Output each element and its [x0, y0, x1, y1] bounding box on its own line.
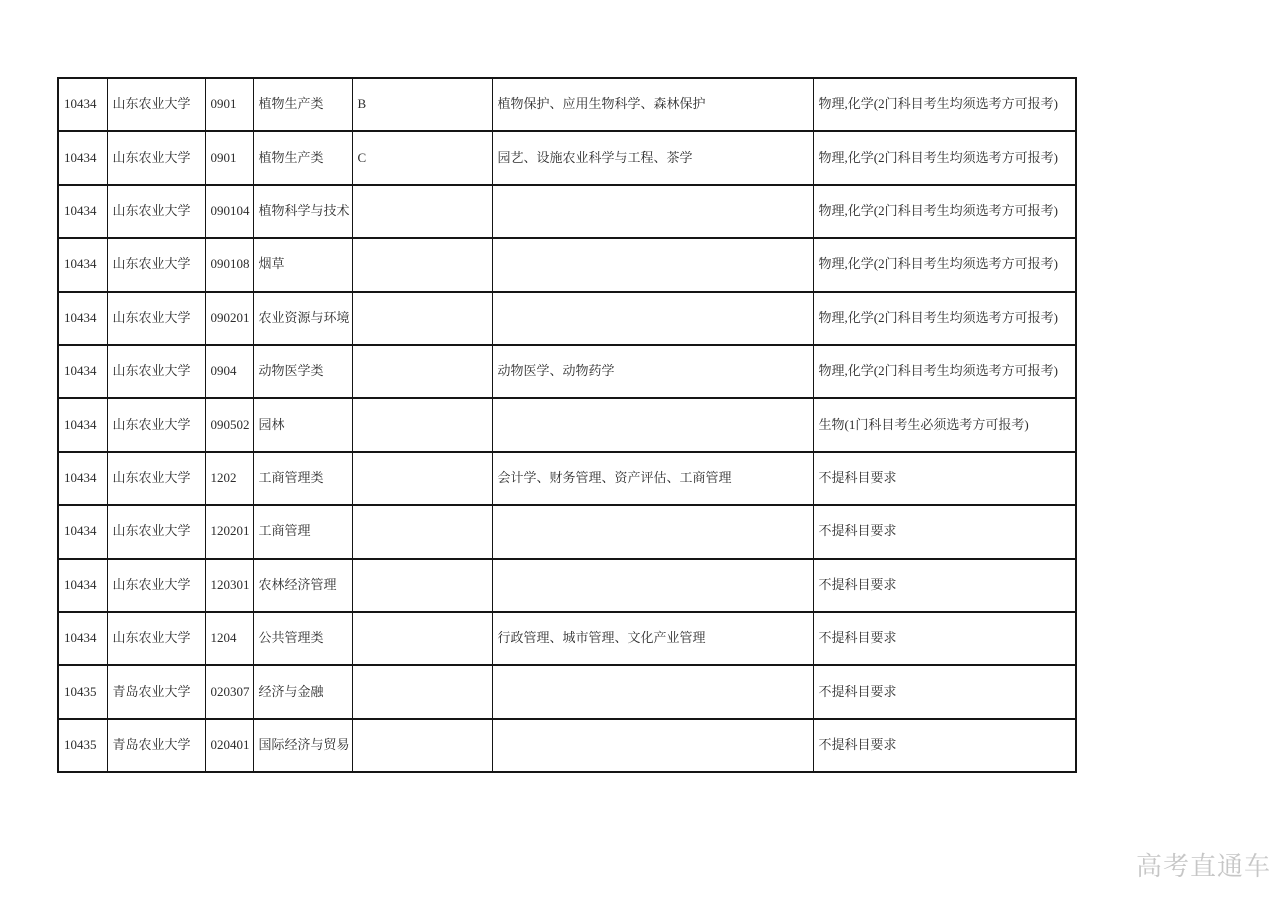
td-major-code: 020401 — [205, 719, 253, 772]
td-school-name: 山东农业大学 — [107, 505, 205, 558]
td-included-majors — [492, 505, 813, 558]
td-school-name: 山东农业大学 — [107, 238, 205, 291]
td-major-name: 农业资源与环境 — [253, 292, 352, 345]
td-major-name: 公共管理类 — [253, 612, 352, 665]
td-school-code: 10434 — [58, 78, 107, 131]
td-major-code: 120301 — [205, 559, 253, 612]
td-included-majors — [492, 719, 813, 772]
td-major-name: 园林 — [253, 398, 352, 451]
td-major-code: 090502 — [205, 398, 253, 451]
td-school-name: 山东农业大学 — [107, 612, 205, 665]
td-school-name: 青岛农业大学 — [107, 665, 205, 718]
td-admission-group — [352, 238, 492, 291]
td-major-code: 090104 — [205, 185, 253, 238]
td-major-name: 植物生产类 — [253, 78, 352, 131]
td-major-code: 0901 — [205, 78, 253, 131]
table-row — [58, 78, 1076, 131]
gaokao-zhitongche-watermark: 高考直通车 — [1136, 851, 1272, 881]
td-included-majors: 会计学、财务管理、资产评估、工商管理 — [492, 452, 813, 505]
td-subject-requirement: 不提科目要求 — [813, 505, 1076, 558]
td-major-name: 经济与金融 — [253, 665, 352, 718]
td-subject-requirement: 生物(1门科目考生必须选考方可报考) — [813, 398, 1076, 451]
td-subject-requirement: 物理,化学(2门科目考生均须选考方可报考) — [813, 292, 1076, 345]
td-major-name: 工商管理 — [253, 505, 352, 558]
td-major-name: 烟草 — [253, 238, 352, 291]
td-included-majors — [492, 185, 813, 238]
td-major-name: 植物生产类 — [253, 131, 352, 184]
td-major-name: 国际经济与贸易 — [253, 719, 352, 772]
table-row — [58, 719, 1076, 772]
td-school-name: 山东农业大学 — [107, 185, 205, 238]
td-school-name: 山东农业大学 — [107, 292, 205, 345]
td-school-code: 10434 — [58, 292, 107, 345]
td-school-code: 10434 — [58, 452, 107, 505]
table-row — [58, 398, 1076, 451]
td-major-code: 090201 — [205, 292, 253, 345]
td-admission-group — [352, 505, 492, 558]
td-major-name: 工商管理类 — [253, 452, 352, 505]
td-school-code: 10435 — [58, 719, 107, 772]
table-row — [58, 612, 1076, 665]
admission-subject-requirements-table — [57, 77, 1077, 773]
td-admission-group: B — [352, 78, 492, 131]
table-row — [58, 345, 1076, 398]
td-subject-requirement: 不提科目要求 — [813, 452, 1076, 505]
td-admission-group — [352, 665, 492, 718]
td-subject-requirement: 物理,化学(2门科目考生均须选考方可报考) — [813, 345, 1076, 398]
td-school-code: 10434 — [58, 505, 107, 558]
td-admission-group — [352, 719, 492, 772]
td-subject-requirement: 不提科目要求 — [813, 612, 1076, 665]
td-included-majors — [492, 398, 813, 451]
td-subject-requirement: 物理,化学(2门科目考生均须选考方可报考) — [813, 131, 1076, 184]
td-major-code: 1204 — [205, 612, 253, 665]
td-major-code: 120201 — [205, 505, 253, 558]
td-subject-requirement: 不提科目要求 — [813, 559, 1076, 612]
td-subject-requirement: 不提科目要求 — [813, 665, 1076, 718]
td-school-code: 10434 — [58, 345, 107, 398]
td-admission-group — [352, 559, 492, 612]
table-row — [58, 452, 1076, 505]
td-school-code: 10434 — [58, 185, 107, 238]
td-school-name: 山东农业大学 — [107, 78, 205, 131]
td-admission-group — [352, 292, 492, 345]
td-admission-group — [352, 345, 492, 398]
td-major-name: 植物科学与技术 — [253, 185, 352, 238]
td-included-majors — [492, 238, 813, 291]
td-school-code: 10434 — [58, 398, 107, 451]
td-included-majors — [492, 559, 813, 612]
td-admission-group — [352, 452, 492, 505]
td-included-majors — [492, 292, 813, 345]
table-row — [58, 131, 1076, 184]
td-school-name: 山东农业大学 — [107, 398, 205, 451]
td-subject-requirement: 物理,化学(2门科目考生均须选考方可报考) — [813, 78, 1076, 131]
td-major-code: 020307 — [205, 665, 253, 718]
td-subject-requirement: 物理,化学(2门科目考生均须选考方可报考) — [813, 185, 1076, 238]
table-row — [58, 665, 1076, 718]
td-school-name: 山东农业大学 — [107, 559, 205, 612]
td-school-name: 山东农业大学 — [107, 131, 205, 184]
td-school-code: 10434 — [58, 612, 107, 665]
td-subject-requirement: 物理,化学(2门科目考生均须选考方可报考) — [813, 238, 1076, 291]
table-row — [58, 185, 1076, 238]
table-row — [58, 238, 1076, 291]
td-major-name: 农林经济管理 — [253, 559, 352, 612]
td-included-majors — [492, 665, 813, 718]
td-admission-group — [352, 185, 492, 238]
table-row — [58, 505, 1076, 558]
td-major-name: 动物医学类 — [253, 345, 352, 398]
td-admission-group — [352, 398, 492, 451]
table-row — [58, 292, 1076, 345]
td-school-code: 10434 — [58, 238, 107, 291]
td-major-code: 1202 — [205, 452, 253, 505]
td-major-code: 0904 — [205, 345, 253, 398]
td-subject-requirement: 不提科目要求 — [813, 719, 1076, 772]
td-school-name: 山东农业大学 — [107, 345, 205, 398]
td-included-majors: 园艺、设施农业科学与工程、茶学 — [492, 131, 813, 184]
td-admission-group — [352, 612, 492, 665]
td-school-code: 10434 — [58, 131, 107, 184]
td-included-majors: 植物保护、应用生物科学、森林保护 — [492, 78, 813, 131]
td-school-name: 山东农业大学 — [107, 452, 205, 505]
td-school-name: 青岛农业大学 — [107, 719, 205, 772]
td-major-code: 090108 — [205, 238, 253, 291]
table-row — [58, 559, 1076, 612]
td-included-majors: 行政管理、城市管理、文化产业管理 — [492, 612, 813, 665]
td-major-code: 0901 — [205, 131, 253, 184]
td-school-code: 10434 — [58, 559, 107, 612]
td-admission-group: C — [352, 131, 492, 184]
td-school-code: 10435 — [58, 665, 107, 718]
td-included-majors: 动物医学、动物药学 — [492, 345, 813, 398]
